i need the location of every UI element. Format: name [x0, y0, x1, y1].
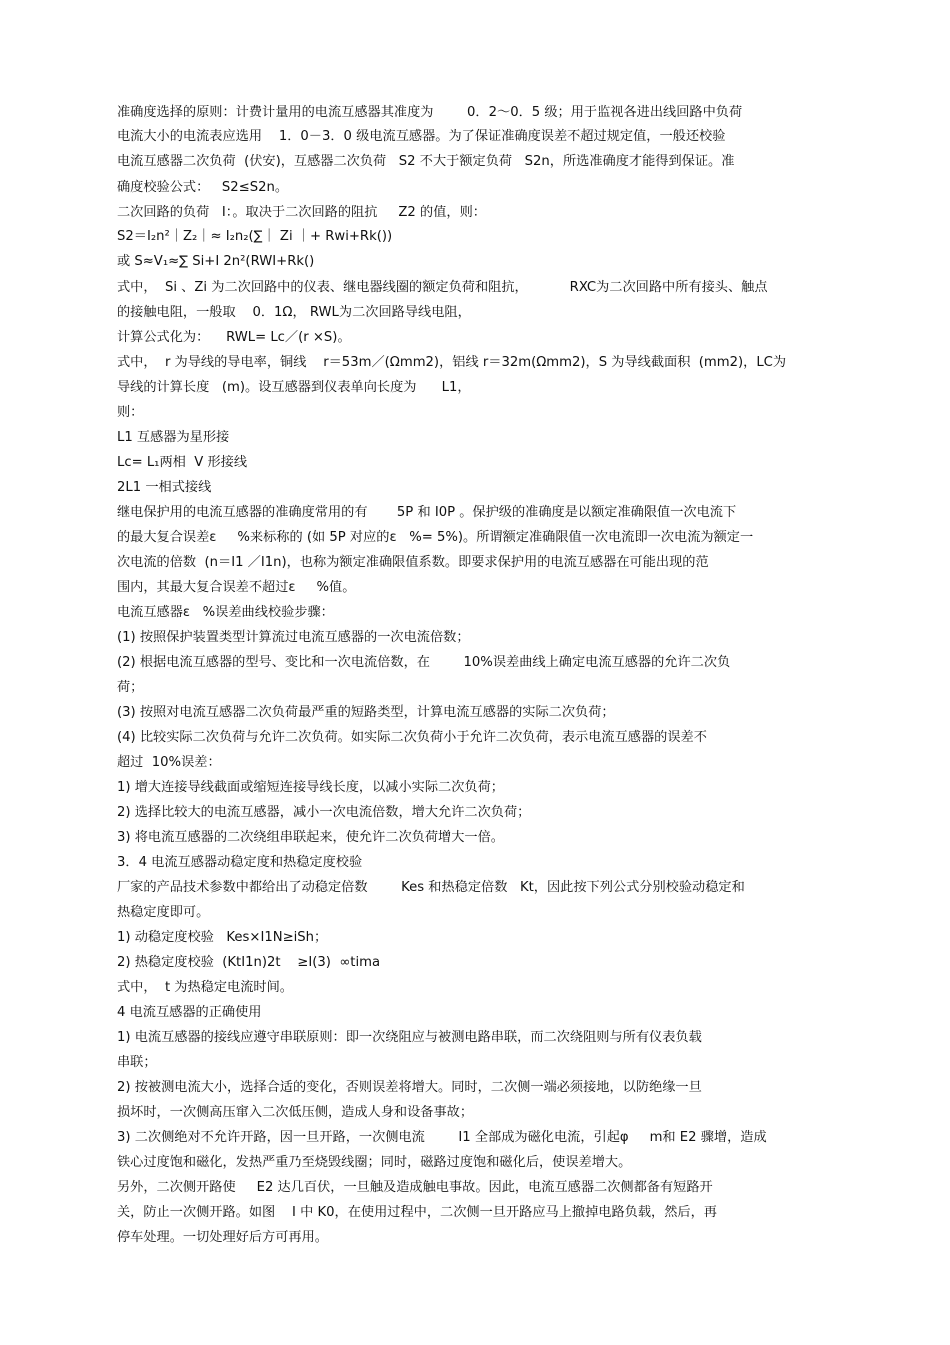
text-line: 超过 10%误差： [117, 755, 221, 770]
text-line: 的最大复合误差ε %来标称的 (如 5P 对应的ε %= 5%)。所谓额定准确限值一次电流即一次电流为额定一 [117, 530, 754, 545]
section-heading: 3．4 电流互感器动稳定度和热稳定度校验 [117, 855, 363, 870]
list-item: 2) 选择比较大的电流互感器，减小一次电流倍数，增大允许二次负荷； [117, 805, 531, 820]
text-line: 继电保护用的电流互感器的准确度常用的有 5P 和 I0P 。保护级的准确度是以额定准确限值一次电流下 [117, 505, 737, 520]
list-item: (3) 按照对电流互感器二次负荷最严重的短路类型，计算电流互感器的实际二次负荷； [117, 705, 615, 720]
list-item: (4) 比较实际二次负荷与允许二次负荷。如实际二次负荷小于允许二次负荷，表示电流互感器的误差不 [117, 730, 707, 745]
list-item: 3) 将电流互感器的二次绕组串联起来，使允许二次负荷增大一倍。 [117, 830, 504, 845]
text-line: 串联； [117, 1055, 157, 1070]
list-item: 2) 按被测电流大小，选择合适的变化，否则误差将增大。同时，二次侧一端必须接地，以防绝缘一旦 [117, 1080, 702, 1095]
list-item: 1) 增大连接导线截面或缩短连接导线长度，以减小实际二次负荷； [117, 780, 504, 795]
text-line: 热稳定度即可。 [117, 905, 210, 920]
formula-line: 计算公式化为： RWL= Lc／(r ×S)。 [117, 330, 351, 345]
text-line: 铁心过度饱和磁化，发热严重乃至烧毁线圈；同时，磁路过度饱和磁化后，使误差增大。 [117, 1155, 632, 1170]
text-line: 二次回路的负荷 I：。取决于二次回路的阻抗 Z2 的值，则： [117, 205, 486, 220]
text-line: 式中， Si 、Zi 为二次回路中的仪表、继电器线圈的额定负荷和阻抗， RXC为二次回路中所有接头、触点 [117, 280, 768, 295]
text-line: 确度校验公式： S2≤S2n。 [117, 180, 289, 195]
text-line: 次电流的倍数 (n＝I1 ／I1n)，也称为额定准确限值系数。即要求保护用的电流互感器在可能出现的范 [117, 555, 709, 570]
text-line: Lc= L₁两相 V 形接线 [117, 455, 248, 470]
text-line: 另外，二次侧开路使 E2 达几百伏，一旦触及造成触电事故。因此，电流互感器二次侧都备有短路开 [117, 1180, 713, 1195]
section-heading: 4 电流互感器的正确使用 [117, 1005, 262, 1020]
formula-line: S2＝I₂n²｜Z₂｜≈ I₂n₂(∑｜ Zi ｜+ Rwi+Rk()) [117, 229, 393, 244]
text-line: 准确度选择的原则：计费计量用的电流互感器其准度为 0．2～0．5 级；用于监视各进出线回路中负荷 [117, 105, 743, 120]
text-line: 电流互感器二次负荷 (伏安)，互感器二次负荷 S2 不大于额定负荷 S2n，所选准确度才能得到保证。准 [117, 154, 735, 169]
text-line: 则： [117, 405, 144, 420]
text-line: 电流大小的电流表应选用 1．0－3．0 级电流互感器。为了保证准确度误差不超过规定值，一般还校验 [117, 129, 726, 144]
list-item: 1) 电流互感器的接线应遵守串联原则：即一次绕阻应与被测电路串联，而二次绕阻则与所有仪表负载 [117, 1030, 702, 1045]
text-line: 式中， t 为热稳定电流时间。 [117, 980, 293, 995]
text-line: 停车处理。一切处理好后方可再用。 [117, 1230, 328, 1245]
text-line: 电流互感器ε %误差曲线校验步骤： [117, 605, 334, 620]
list-item: 1) 动稳定度校验 Kes×I1N≥iSh； [117, 930, 328, 945]
list-item: 3) 二次侧绝对不允许开路，因一旦开路，一次侧电流 I1 全部成为磁化电流，引起φ m和 E2 骤增，造成 [117, 1130, 767, 1145]
text-line: 围内，其最大复合误差不超过ε %值。 [117, 580, 356, 595]
text-line: 损坏时，一次侧高压窜入二次低压侧，造成人身和设备事故； [117, 1105, 474, 1120]
text-line: 荷； [117, 680, 144, 695]
text-line: 导线的计算长度 (m)。设互感器到仪表单向长度为 L1， [117, 380, 471, 395]
list-item: (2) 根据电流互感器的型号、变比和一次电流倍数，在 10%误差曲线上确定电流互感器的允许二次负 [117, 655, 731, 670]
text-line: 2L1 一相式接线 [117, 480, 212, 495]
text-line: 关，防止一次侧开路。如图 I 中 K0，在使用过程中，二次侧一旦开路应马上撤掉电路负载，然后，再 [117, 1205, 717, 1220]
list-item: (1) 按照保护装置类型计算流过电流互感器的一次电流倍数； [117, 630, 470, 645]
text-line: L1 互感器为星形接 [117, 430, 230, 445]
formula-line: 或 S≈V₁≈∑ Si+I 2n²(RWI+Rk() [117, 254, 315, 269]
text-line: 的接触电阻，一般取 0．1Ω， RWL为二次回路导线电阻， [117, 305, 471, 320]
list-item: 2) 热稳定度校验 (KtI1n)2t ≥I(3) ∞tima [117, 955, 381, 970]
text-line: 厂家的产品技术参数中都给出了动稳定倍数 Kes 和热稳定倍数 Kt，因此按下列公式分别校验动稳定和 [117, 880, 745, 895]
text-line: 式中， r 为导线的导电率，铜线 r＝53m／(Ωmm2)，铝线 r＝32m(Ωmm2)，S 为导线截面积 (mm2)，LC为 [117, 355, 787, 370]
